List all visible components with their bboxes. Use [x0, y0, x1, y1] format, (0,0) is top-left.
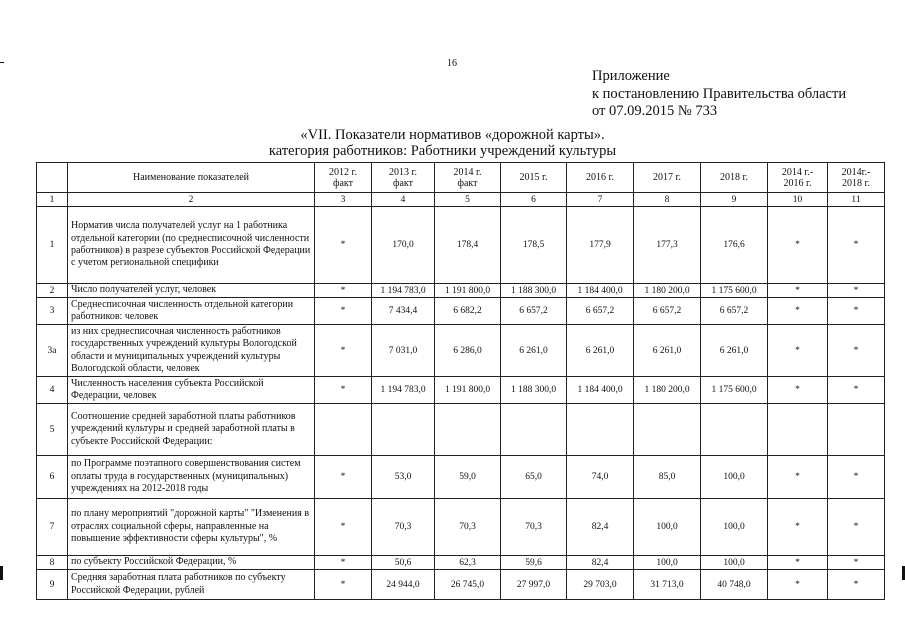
value-cell: 70,3	[435, 499, 501, 556]
value-cell: *	[315, 499, 372, 556]
value-cell: 6 261,0	[701, 325, 768, 377]
appendix-line-2: к постановлению Правительства области	[592, 85, 847, 102]
value-cell: 1 184 400,0	[567, 284, 634, 298]
value-cell: 6 261,0	[501, 325, 567, 377]
value-cell: 24 944,0	[372, 570, 435, 600]
value-cell: *	[315, 556, 372, 570]
value-cell: 1 175 600,0	[701, 377, 768, 404]
value-cell: 100,0	[634, 556, 701, 570]
colnum-cell: 2	[68, 193, 315, 207]
value-cell: 50,6	[372, 556, 435, 570]
colnum-cell: 9	[701, 193, 768, 207]
value-cell	[315, 404, 372, 456]
value-cell: *	[828, 298, 885, 325]
value-cell: 65,0	[501, 456, 567, 499]
value-cell: 178,5	[501, 207, 567, 284]
table-row	[37, 284, 885, 298]
header-2014: 2014 г. факт	[435, 163, 501, 193]
value-cell: *	[828, 284, 885, 298]
row-number: 3а	[37, 325, 68, 377]
value-cell: 176,6	[701, 207, 768, 284]
value-cell: *	[768, 298, 828, 325]
value-cell: *	[315, 298, 372, 325]
value-cell: *	[828, 325, 885, 377]
value-cell: *	[828, 570, 885, 600]
value-cell: 6 657,2	[701, 298, 768, 325]
appendix-line-3: от 07.09.2015 № 733	[592, 103, 718, 119]
row-number: 6	[37, 456, 68, 499]
table-row	[37, 404, 885, 456]
value-cell	[501, 404, 567, 456]
colnum-cell: 8	[634, 193, 701, 207]
table-row	[37, 298, 885, 325]
value-cell: 6 657,2	[567, 298, 634, 325]
value-cell: 1 188 300,0	[501, 284, 567, 298]
value-cell: *	[768, 499, 828, 556]
value-cell: 27 997,0	[501, 570, 567, 600]
colnum-cell: 7	[567, 193, 634, 207]
indicator-name: по плану мероприятий "дорожной карты" "Изменения в отраслях социальной сферы, направленные на повышение эффективности сферы культуры", %	[68, 499, 315, 556]
value-cell: 6 261,0	[567, 325, 634, 377]
colnum-cell: 10	[768, 193, 828, 207]
value-cell	[435, 404, 501, 456]
value-cell: *	[315, 570, 372, 600]
value-cell: 85,0	[634, 456, 701, 499]
value-cell: 40 748,0	[701, 570, 768, 600]
indicator-name: Норматив числа получателей услуг на 1 работника отдельной категории (по среднесписочной численности работников) в разрезе субъектов Российской Федерации с учетом региональной специфики	[68, 207, 315, 284]
value-cell: *	[768, 325, 828, 377]
value-cell: 53,0	[372, 456, 435, 499]
value-cell: 26 745,0	[435, 570, 501, 600]
document-title: «VII. Показатели нормативов «дорожной карты».	[300, 127, 605, 143]
header-name: Наименование показателей	[68, 163, 315, 193]
appendix-note	[592, 68, 846, 121]
value-cell: 82,4	[567, 499, 634, 556]
row-number: 3	[37, 298, 68, 325]
colnum-cell: 1	[37, 193, 68, 207]
indicator-name: Средняя заработная плата работников по субъекту Российской Федерации, рублей	[68, 570, 315, 600]
value-cell	[768, 404, 828, 456]
row-number: 1	[37, 207, 68, 284]
value-cell	[828, 404, 885, 456]
header-2017: 2017 г.	[634, 163, 701, 193]
value-cell: 7 031,0	[372, 325, 435, 377]
value-cell: 29 703,0	[567, 570, 634, 600]
value-cell: 100,0	[701, 456, 768, 499]
value-cell: *	[828, 499, 885, 556]
indicator-name: из них среднесписочная численность работников государственных учреждений культуры Вологодской области и муниципальных учреждений культуры Вологодской области, человек	[68, 325, 315, 377]
value-cell	[372, 404, 435, 456]
value-cell: *	[315, 207, 372, 284]
value-cell: 1 184 400,0	[567, 377, 634, 404]
value-cell: 1 188 300,0	[501, 377, 567, 404]
value-cell: 1 191 800,0	[435, 284, 501, 298]
indicator-name: Число получателей услуг, человек	[68, 284, 315, 298]
row-number: 4	[37, 377, 68, 404]
value-cell: *	[768, 284, 828, 298]
value-cell: *	[768, 207, 828, 284]
value-cell: 178,4	[435, 207, 501, 284]
value-cell: *	[315, 284, 372, 298]
value-cell: *	[315, 377, 372, 404]
header-2012: 2012 г. факт	[315, 163, 372, 193]
value-cell: 62,3	[435, 556, 501, 570]
value-cell: *	[315, 325, 372, 377]
table-row	[37, 207, 885, 284]
table-row	[37, 325, 885, 377]
row-number: 9	[37, 570, 68, 600]
table-row	[37, 377, 885, 404]
value-cell: 100,0	[701, 499, 768, 556]
colnum-cell: 4	[372, 193, 435, 207]
value-cell: 59,0	[435, 456, 501, 499]
value-cell: 1 194 783,0	[372, 377, 435, 404]
row-number: 8	[37, 556, 68, 570]
header-2015: 2015 г.	[501, 163, 567, 193]
document-subtitle: категория работников: Работники учреждений культуры	[268, 143, 617, 159]
value-cell: *	[828, 556, 885, 570]
value-cell	[634, 404, 701, 456]
colnum-cell: 6	[501, 193, 567, 207]
value-cell: *	[768, 377, 828, 404]
value-cell: 70,3	[501, 499, 567, 556]
value-cell: 1 180 200,0	[634, 377, 701, 404]
table-row	[37, 556, 885, 570]
value-cell: 7 434,4	[372, 298, 435, 325]
value-cell: 1 191 800,0	[435, 377, 501, 404]
value-cell: 6 657,2	[634, 298, 701, 325]
value-cell	[567, 404, 634, 456]
page-number: 16	[447, 58, 457, 69]
value-cell: *	[768, 556, 828, 570]
value-cell: 177,3	[634, 207, 701, 284]
value-cell: *	[828, 377, 885, 404]
scan-edge-mark	[0, 566, 3, 580]
header-2013: 2013 г. факт	[372, 163, 435, 193]
header-2014-2016: 2014 г.- 2016 г.	[768, 163, 828, 193]
colnum-cell: 11	[828, 193, 885, 207]
value-cell: 1 180 200,0	[634, 284, 701, 298]
appendix-line-1: Приложение	[592, 68, 670, 84]
value-cell: 82,4	[567, 556, 634, 570]
table-row	[37, 456, 885, 499]
value-cell: 6 286,0	[435, 325, 501, 377]
colnum-cell: 5	[435, 193, 501, 207]
value-cell	[701, 404, 768, 456]
value-cell: 100,0	[701, 556, 768, 570]
column-numbers-row	[37, 193, 885, 207]
indicator-name: Соотношение средней заработной платы работников учреждений культуры и средней заработной платы в субъекте Российской Федерации:	[68, 404, 315, 456]
table-body	[37, 207, 885, 600]
header-number	[37, 163, 68, 193]
value-cell: 6 682,2	[435, 298, 501, 325]
row-number: 2	[37, 284, 68, 298]
indicator-name: по Программе поэтапного совершенствования систем оплаты труда в государственных (муниципальных) учреждениях на 2012-2018 годы	[68, 456, 315, 499]
value-cell: *	[828, 456, 885, 499]
value-cell: 74,0	[567, 456, 634, 499]
value-cell: 1 194 783,0	[372, 284, 435, 298]
header-row	[37, 163, 885, 193]
value-cell: 70,3	[372, 499, 435, 556]
indicators-table	[36, 162, 885, 600]
header-2016: 2016 г.	[567, 163, 634, 193]
indicator-name: по субъекту Российской Федерации, %	[68, 556, 315, 570]
value-cell: 6 657,2	[501, 298, 567, 325]
scan-edge-mark	[0, 62, 4, 63]
value-cell: *	[828, 207, 885, 284]
value-cell: 31 713,0	[634, 570, 701, 600]
header-2014-2018: 2014г.- 2018 г.	[828, 163, 885, 193]
row-number: 5	[37, 404, 68, 456]
colnum-cell: 3	[315, 193, 372, 207]
value-cell: 6 261,0	[634, 325, 701, 377]
value-cell: 59,6	[501, 556, 567, 570]
value-cell: *	[768, 570, 828, 600]
value-cell: 170,0	[372, 207, 435, 284]
indicator-name: Численность населения субъекта Российской Федерации, человек	[68, 377, 315, 404]
header-2018: 2018 г.	[701, 163, 768, 193]
indicator-name: Среднесписочная численность отдельной категории работников: человек	[68, 298, 315, 325]
value-cell: *	[315, 456, 372, 499]
value-cell: 177,9	[567, 207, 634, 284]
value-cell: 1 175 600,0	[701, 284, 768, 298]
value-cell: *	[768, 456, 828, 499]
value-cell: 100,0	[634, 499, 701, 556]
table-row	[37, 570, 885, 600]
row-number: 7	[37, 499, 68, 556]
table-row	[37, 499, 885, 556]
